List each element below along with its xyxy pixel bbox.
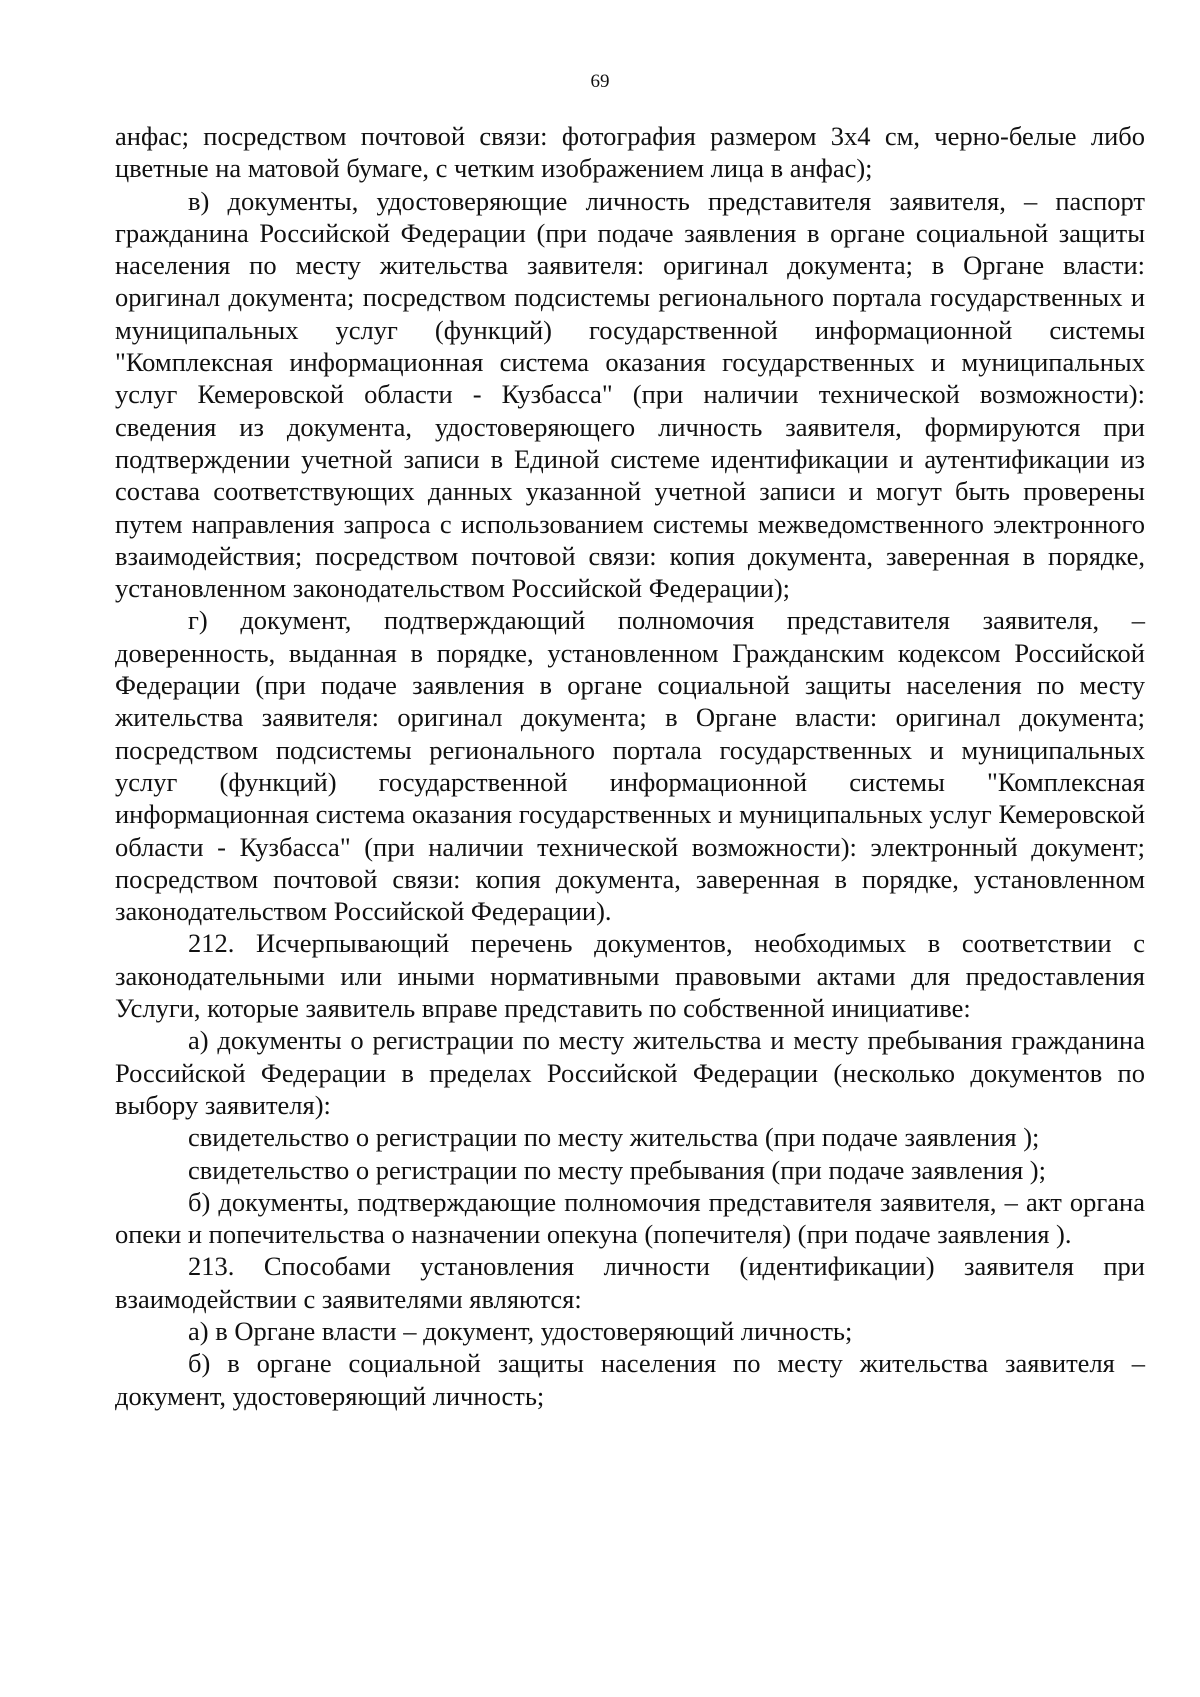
- page-number: 69: [590, 71, 610, 92]
- paragraph-213-item-a: а) в Органе власти – документ, удостоверяющий личность;: [188, 1315, 853, 1346]
- paragraph-section-213: 213. Способами установления личности (идентификации) заявителя при взаимодействии с заявителями являются:: [115, 1251, 1145, 1314]
- paragraph-item-v: в) документы, удостоверяющие личность представителя заявителя, – паспорт гражданина Российской Федерации (при подаче заявления в органе социальной защиты населения по месту жительства заявителя: оригинал документа; в Органе власти: оригинал документа; посредством подсистемы регионального портала государственных и муниципальных услуг (функций) государственной информационной системы "Комплексная информационная система оказания государственных и муниципальных услуг Кемеровской области - Кузбасса" (при наличии технической возможности): сведения из документа, удостоверяющего личность заявителя, формируются при подтверждении учетной записи в Единой системе идентификации и аутентификации из состава соответствующих данных указанной учетной записи и могут быть проверены путем направления запроса с использованием системы межведомственного электронного взаимодействия; посредством почтовой связи: копия документа, заверенная в порядке, установленном законодательством Российской Федерации);: [115, 185, 1145, 604]
- paragraph-213-item-b: б) в органе социальной защиты населения по месту жительства заявителя – документ, удостоверяющий личность;: [115, 1348, 1145, 1411]
- paragraph-item-b: б) документы, подтверждающие полномочия представителя заявителя, – акт органа опеки и попечительства о назначении опекуна (попечителя) (при подаче заявления ).: [115, 1186, 1145, 1250]
- document-body: [115, 120, 1145, 1412]
- paragraph-continuation: анфас; посредством почтовой связи: фотография размером 3х4 см, черно-белые либо цветные на матовой бумаге, с четким изображением лица в анфас);: [115, 121, 1145, 184]
- paragraph-item-a: а) документы о регистрации по месту жительства и месту пребывания гражданина Российской Федерации в пределах Российской Федерации (несколько документов по выбору заявителя):: [115, 1025, 1145, 1120]
- paragraph-certificate-residence: свидетельство о регистрации по месту жительства (при подаче заявления );: [188, 1122, 1040, 1153]
- paragraph-certificate-stay: свидетельство о регистрации по месту пребывания (при подаче заявления );: [188, 1154, 1046, 1185]
- paragraph-section-212: 212. Исчерпывающий перечень документов, необходимых в соответствии с законодательными или иными нормативными правовыми актами для предоставления Услуги, которые заявитель вправе представить по собственной инициативе:: [115, 928, 1145, 1024]
- paragraph-item-g: г) документ, подтверждающий полномочия представителя заявителя, – доверенность, выданная в порядке, установленном Гражданским кодексом Российской Федерации (при подаче заявления в органе социальной защиты населения по месту жительства заявителя: оригинал документа; в Органе власти: оригинал документа; посредством подсистемы регионального портала государственных и муниципальных услуг (функций) государственной информационной системы "Комплексная информационная система оказания государственных и муниципальных услуг Кемеровской области - Кузбасса" (при наличии технической возможности): электронный документ; посредством почтовой связи: копия документа, заверенная в порядке, установленном законодательством Российской Федерации).: [115, 605, 1145, 927]
